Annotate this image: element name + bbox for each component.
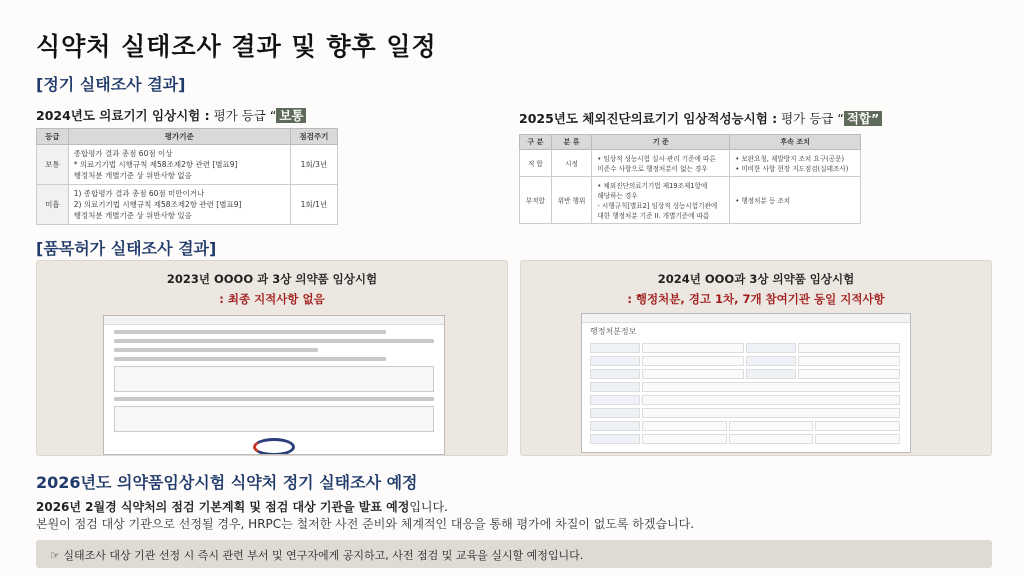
table-header: 점검주기 (290, 129, 337, 145)
doc-row (590, 434, 902, 444)
plan-announcement (36, 498, 448, 515)
item-section-heading: [품목허가 실태조사 결과] (36, 239, 217, 258)
type-cell: 적 합 (520, 150, 552, 177)
ivd-grade-table (519, 134, 861, 224)
action-cell (730, 150, 861, 177)
doc-line (114, 330, 386, 334)
criteria-line: * 의료기기법 시행규칙 제58조제2항 관련 [별표9] (73, 160, 238, 169)
doc-line (114, 339, 434, 343)
doc-row (590, 395, 902, 405)
government-seal-icon (253, 438, 295, 455)
table-row (37, 185, 338, 225)
criteria-line: 행정처분 개별기준 상 위반사항 없음 (73, 171, 192, 180)
table-header: 구 분 (520, 135, 552, 150)
panel-2024-inspection (520, 260, 992, 456)
criteria-line: • 임상적 성능시험 실시·관리 기준에 따른 (597, 155, 716, 163)
doc-row (590, 421, 902, 431)
caption-plain: 평가 등급 “ (777, 111, 844, 126)
criteria-line: 대한 행정처분 기준 II. 개별기준에 따름 (597, 212, 710, 220)
device-grade-table (36, 128, 338, 225)
action-line: • 보완요청, 재발방지 조치 요구(공문) (735, 155, 845, 163)
doc-header-bar (582, 314, 910, 323)
action-line: • 미비한 사항 현장 지도점검(실태조사) (735, 165, 849, 173)
criteria-line: - 시행규칙[별표2] 임상적 성능시험기관에 (597, 202, 718, 210)
inspection-report-image (103, 315, 445, 455)
doc-table-block (114, 406, 434, 432)
panel-result: : 최종 지적사항 없음 (219, 292, 325, 306)
table-header: 후속 조치 (730, 135, 861, 150)
action-cell (730, 177, 861, 224)
doc-header-bar (104, 316, 444, 325)
doc-line (114, 397, 434, 401)
plan-commitment: 본원이 점검 대상 기관으로 선정될 경우, HRPC는 철저한 사전 준비와 체계적인 대응을 통해 평가에 차질이 없도록 하겠습니다. (36, 517, 695, 531)
table-header: 분 류 (551, 135, 592, 150)
ivd-trial-caption (519, 109, 882, 127)
caption-bold: 2024년도 의료기기 임상시험 : (36, 108, 210, 123)
doc-line (114, 348, 318, 352)
announcement-plain: 입니다. (409, 500, 448, 514)
type-cell: 부적합 (520, 177, 552, 224)
panel-title: 2024년 OOO과 3상 의약품 임상시험 (657, 272, 855, 286)
table-row (520, 177, 861, 224)
notice-box: ☞ 실태조사 대상 기관 선정 시 즉시 관련 부서 및 연구자에게 공지하고, 사전 점검 및 교육을 실시할 예정입니다. (36, 540, 992, 568)
table-header: 등급 (37, 129, 69, 145)
panel-2023-inspection (36, 260, 508, 456)
announcement-bold: 2026년 2월경 식약처의 점검 기본계획 및 점검 대상 기관을 발표 예정 (36, 500, 410, 514)
page-title: 식약처 실태조사 결과 및 향후 일정 (36, 32, 437, 61)
grade-highlight: 보통 (276, 108, 306, 123)
class-cell: 시정 (551, 150, 592, 177)
doc-line (114, 357, 386, 361)
doc-row (590, 356, 902, 366)
criteria-line: 해당하는 경우 (597, 192, 638, 200)
panel-title: 2023년 OOOO 과 3상 의약품 임상시험 (166, 272, 378, 286)
table-row (520, 150, 861, 177)
doc-row (590, 369, 902, 379)
cycle-cell: 1회/3년 (290, 145, 337, 185)
doc-table-block (114, 366, 434, 392)
grade-cell: 보통 (37, 145, 69, 185)
cycle-cell: 1회/1년 (290, 185, 337, 225)
criteria-cell (68, 145, 290, 185)
criteria-line: 종합평가 결과 총점 60점 이상 (73, 149, 173, 158)
criteria-cell (592, 177, 730, 224)
criteria-line: • 체외진단의료기기법 제19조제1항에 (597, 182, 708, 190)
grade-highlight: 적합” (844, 111, 882, 126)
device-trial-caption (36, 106, 306, 124)
criteria-cell (592, 150, 730, 177)
table-row (37, 145, 338, 185)
doc-row (590, 408, 902, 418)
plan-heading: 2026년도 의약품임상시험 식약처 정기 실태조사 예정 (36, 473, 418, 492)
doc-title: 행정처분정보 (590, 327, 637, 336)
caption-plain: 평가 등급 “ (209, 108, 277, 123)
regular-section-heading: [정기 실태조사 결과] (36, 75, 186, 94)
criteria-line: 행정처분 개별기준 상 위반사항 있음 (73, 211, 192, 220)
table-header: 평가기준 (68, 129, 290, 145)
action-line: • 행정처분 등 조치 (735, 197, 791, 205)
class-cell: 위반 행위 (551, 177, 592, 224)
doc-row (590, 382, 902, 392)
caption-bold: 2025년도 체외진단의료기기 임상적성능시험 : (519, 111, 778, 126)
criteria-line: 1) 종합평가 결과 총점 60점 미만이거나 (73, 189, 205, 198)
doc-row (590, 343, 902, 353)
administrative-action-image (581, 313, 911, 453)
grade-cell: 미흡 (37, 185, 69, 225)
criteria-line: 2) 의료기기법 시행규칙 제58조제2항 관련 [별표9] (73, 200, 242, 209)
table-header: 기 준 (592, 135, 730, 150)
criteria-cell (68, 185, 290, 225)
panel-result: : 행정처분, 경고 1차, 7개 참여기관 동일 지적사항 (627, 292, 885, 306)
criteria-line: 미준수 사항으로 행정처분이 없는 경우 (597, 165, 708, 173)
